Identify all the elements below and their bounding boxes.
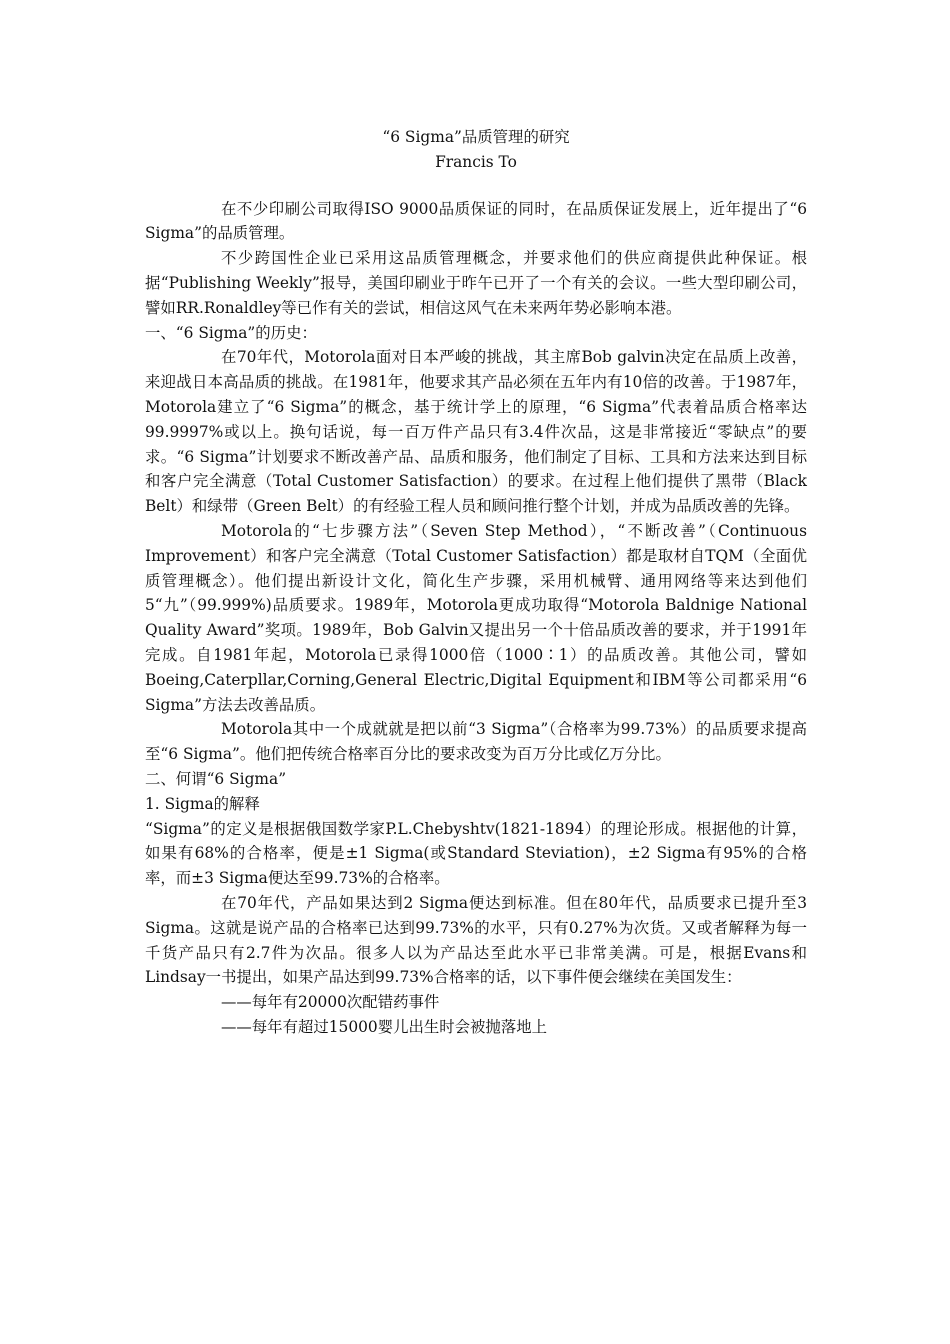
document-body — [145, 125, 807, 1040]
event-list-item-1: ——每年有20000次配错药事件 — [221, 993, 440, 1012]
subheading-sigma-explanation: 1. Sigma的解释 — [145, 794, 260, 813]
event-list-item-2: ——每年有超过15000婴儿出生时会被抛落地上 — [221, 1017, 547, 1036]
intro-paragraph-2: 不少跨国性企业已采用这品质管理概念，并要求他们的供应商提供此种保证。根据“Publishing Weekly”报导，美国印刷业于昨午已开了一个有关的会议。一些大型印刷公司，譬如RR.Ronaldley等已作有关的尝试，相信这风气在未来两年势必影响本港。 — [145, 249, 807, 317]
section-heading-definition: 二、何谓“6 Sigma” — [145, 769, 287, 788]
intro-paragraph-1: 在不少印刷公司取得ISO 9000品质保证的同时，在品质保证发展上，近年提出了“6 Sigma”的品质管理。 — [145, 199, 807, 243]
sigma-levels-paragraph: 在70年代，产品如果达到2 Sigma便达到标准。但在80年代，品质要求已提升至3 Sigma。这就是说产品的合格率已达到99.73%的水平，只有0.27%为次货。又或者解释为每一千货产品只有2.7件为次品。很多人以为产品达至此水平已非常美满。可是，根据Evans和Lindsay一书提出，如果产品达到99.73%合格率的话，以下事件便会继续在美国发生： — [145, 893, 807, 987]
history-paragraph-2: Motorola的“七步骤方法”（Seven Step Method），“不断改善”（Continuous Improvement）和客户完全满意（Total Customer Satisfaction）都是取材自TQM（全面优质管理概念）。他们提出新设计文化，简化生产步骤，采用机械臂、通用网络等来达到他们5“九”（99.999%)品质要求。1989年，Motorola更成功取得“Motorola Baldnige National Quality Award”奖项。1989年，Bob Galvin又提出另一个十倍品质改善的要求，并于1991年完成。自1981年起，Motorola已录得1000倍（1000∶1）的品质改善。其他公司，譬如Boeing,Caterpllar,Corning,General Electric,Digital Equipment和IBM等公司都采用“6 Sigma”方法去改善品质。 — [145, 521, 807, 714]
section-heading-history: 一、“6 Sigma”的历史： — [145, 323, 317, 342]
document-author: Francis To — [435, 152, 517, 171]
history-paragraph-3: Motorola其中一个成就就是把以前“3 Sigma”（合格率为99.73%）的品质要求提高至“6 Sigma”。他们把传统合格率百分比的要求改变为百万分比或亿万分比。 — [145, 720, 807, 764]
history-paragraph-1: 在70年代，Motorola面对日本严峻的挑战，其主席Bob galvin决定在品质上改善，来迎战日本高品质的挑战。在1981年，他要求其产品必须在五年内有10倍的改善。于1987年，Motorola建立了“6 Sigma”的概念，基于统计学上的原理，“6 Sigma”代表着品质合格率达99.9997%或以上。换句话说，每一百万件产品只有3.4件次品，这是非常接近“零缺点”的要求。“6 Sigma”计划要求不断改善产品、品质和服务，他们制定了目标、工具和方法来达到目标和客户完全满意（Total Customer Satisfaction）的要求。在过程上他们提供了黑带（Black Belt）和绿带（Green Belt）的有经验工程人员和顾问推行整个计划，并成为品质改善的先锋。 — [145, 348, 807, 516]
sigma-definition-paragraph: “Sigma”的定义是根据俄国数学家P.L.Chebyshtv(1821-1894）的理论形成。根据他的计算，如果有68%的合格率，便是±1 Sigma(或Standard Steviation)，±2 Sigma有95%的合格率，而±3 Sigma便达至99.73%的合格率。 — [145, 819, 807, 888]
document-title: “6 Sigma”品质管理的研究 — [382, 128, 570, 146]
